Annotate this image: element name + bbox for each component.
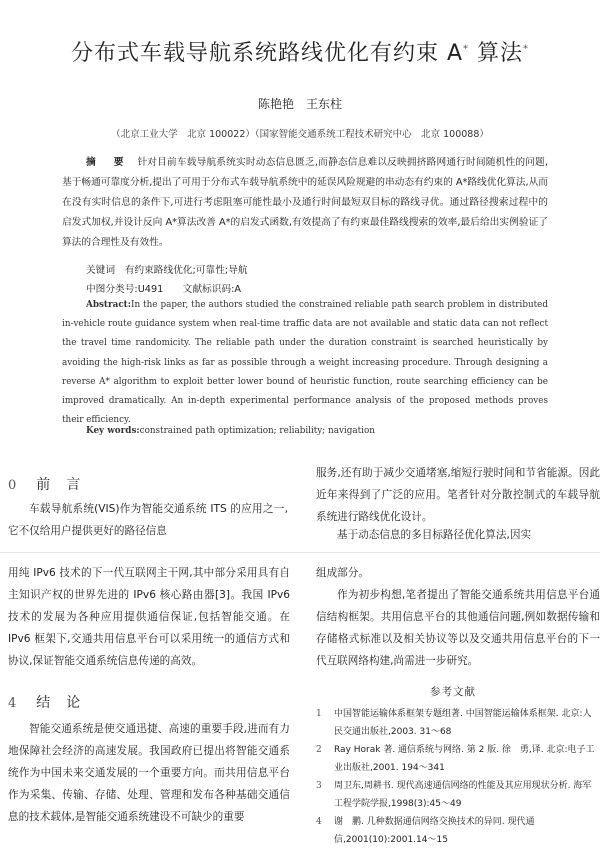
title-note-mark: * <box>523 43 530 55</box>
references-title: 参考文献 <box>430 686 476 698</box>
reference-number: 4 <box>316 817 322 827</box>
reference-item <box>316 777 598 813</box>
right-column-paragraph-1: 组成部分。 <box>316 567 369 579</box>
keywords-cn <box>86 262 546 276</box>
reference-item <box>316 705 598 741</box>
left-column-paragraph: 用纯 IPv6 技术的下一代互联网主干网,其中部分采用具有自主知识产权的世界先进的 IPv6 核心路由器[3]。我国 IPv6 技术的发展为各种应用提供通信保证,包括智能交通。在 IPv6 框架下,交通共用信息平台可以采用统一的通信方式和协议,保证智能交通系统信息传递的高效。 <box>8 567 290 667</box>
keywords-cn-text: 有约束路线优化;可靠性;导航 <box>124 265 248 276</box>
clc-value: U491 <box>137 284 164 295</box>
title-text: 分布式车载导航系统路线优化有约束 A <box>70 41 464 66</box>
affiliation: （北京工业大学 北京 100022）（国家智能交通系统工程技术研究中心 北京 100088） <box>111 129 489 140</box>
right-column-paragraph-2: 作为初步构想,笔者提出了智能交通系统共用信息平台通信结构框架。共用信息平台的其他通信问题,例如数据传输和存储格式标准以及相关协议等以及交通共用信息平台的下一代互联网络构建,尚需进一步研究。 <box>316 589 600 667</box>
keywords-en <box>86 426 375 436</box>
doc-code-value: A <box>234 284 242 295</box>
page-break-divider <box>0 552 600 553</box>
title-star: * <box>463 43 470 55</box>
right-column-top-paragraph: 服务,还有助于减少交通堵塞,缩短行驶时间和节省能源。因此近年来得到了广泛的应用。笔者针对分散控制式的车载导航系统进行路线优化设计。 <box>316 467 600 523</box>
references-list <box>316 705 598 849</box>
reference-item <box>316 741 598 777</box>
reference-number: 2 <box>316 745 322 755</box>
clc-label: 中图分类号: <box>86 284 138 295</box>
title-tail: 算法 <box>469 41 524 66</box>
doc-code-label: 文献标识码: <box>182 284 235 295</box>
reference-number: 3 <box>316 781 322 791</box>
abstract-label: 摘 要 <box>86 157 128 168</box>
section-4-paragraph: 智能交通系统是使交通迅捷、高速的重要手段,进而有力地保障社会经济的高速发展。我国政府已提出将智能交通系统作为中国未来交通发展的一个重要方向。而共用信息平台作为采集、传输、存储、处理、管理和发布各种基础交通信息的技术载体,是智能交通系统建设不可缺少的重要 <box>8 723 290 823</box>
classification-line <box>86 281 546 295</box>
reference-text: 谢 鹏. 几种数据通信网络交换技术的异同. 现代通信,2001(10):2001.14～15 <box>334 817 535 845</box>
abstract-en-label: Abstract: <box>86 300 131 310</box>
right-column-top-paragraph-2: 基于动态信息的多目标路径优化算法,因实 <box>337 529 532 541</box>
section-0-paragraph: 车载导航系统(VIS)作为智能交通系统 ITS 的应用之一,它不仅给用户提供更好的路径信息 <box>8 503 288 537</box>
section-4-title: 结论 <box>36 695 97 711</box>
section-0-title: 前言 <box>36 477 97 493</box>
abstract-en-text: In the paper, the authors studied the constrained reliable path search problem in distributed in-vehicle route guidance system when real-time traffic data are not available and static data can not reflect the travel time randomicity. The reliable path under the duration constraint is searched heuristically by avoiding the high-risk links as far as possible through a weight increasing procedure. Through designing a reverse A* algorithm to exploit better lower bound of heuristic function, route searching efficiency can be improved dramatically. An in-depth experimental performance analysis of the proposed methods proves their efficiency. <box>62 300 548 426</box>
abstract-cn <box>62 153 548 253</box>
abstract-en <box>62 296 548 430</box>
section-0-heading <box>8 474 96 494</box>
abstract-cn-text: 针对目前车载导航系统实时动态信息匮乏,而静态信息难以反映拥挤路网通行时间随机性的问题,基于畅通可靠度分析,提出了可用于分布式车载导航系统中的延误风险规避的串动态有约束的 A*路线优化算法,从而在没有实时信息的条件下,可进行考虑阻塞可能性最小及通行时间最短双目标的路线寻优。通过路径搜索过程中的启发式加权,并设计反向 A*算法改善 A*的启发式函数,有效提高了有约束最佳路线搜索的效率,最后给出实例验证了算法的合理性及有效性。 <box>62 157 548 248</box>
paper-title <box>0 36 600 67</box>
reference-number: 1 <box>316 709 322 719</box>
reference-text: Ray Horak 著. 通信系统与网络. 第 2 版. 徐 勇,译. 北京:电子工业出版社,2001. 194～341 <box>334 745 595 773</box>
section-0-number: 0 <box>8 478 17 493</box>
authors: 陈艳艳 王东柱 <box>257 97 342 111</box>
reference-item <box>316 813 598 849</box>
section-4-heading <box>8 692 96 712</box>
keywords-en-text: constrained path optimization; reliability; navigation <box>139 426 375 436</box>
section-4-number: 4 <box>8 696 17 711</box>
reference-text: 中国智能运输体系框架专题组著. 中国智能运输体系框架. 北京:人民交通出版社,2003. 31～68 <box>334 709 592 737</box>
keywords-en-label: Key words: <box>86 426 140 436</box>
reference-text: 周卫东,周耕书. 现代高速通信网络的性能及其应用现状分析. 海军工程学院学报,1998(3):45～49 <box>334 781 592 809</box>
keywords-label: 关键词 <box>86 265 116 276</box>
